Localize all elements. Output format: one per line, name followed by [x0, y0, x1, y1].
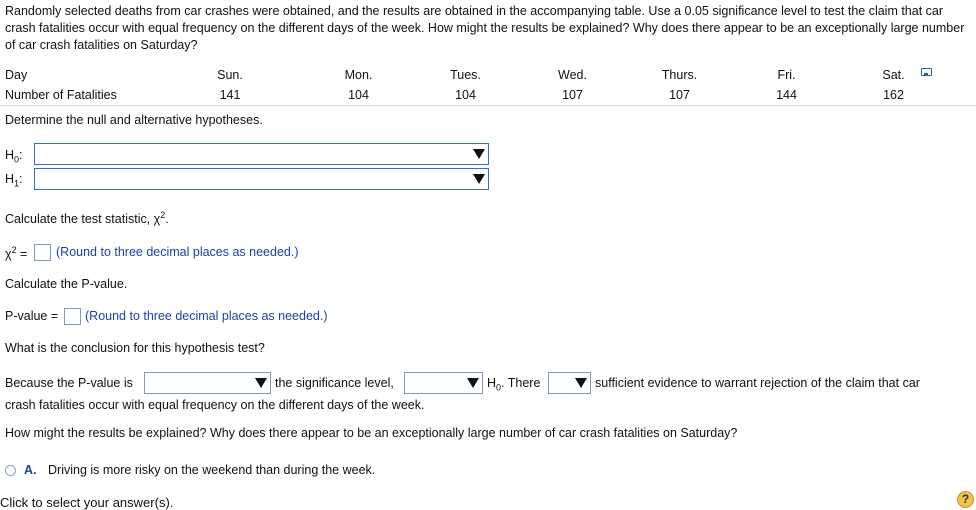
fatalities-fri: 144	[776, 88, 797, 102]
help-icon[interactable]: ?	[957, 491, 974, 508]
day-wed: Wed.	[558, 68, 587, 82]
day-sat: Sat.	[882, 68, 905, 82]
fatalities-tues: 104	[455, 88, 476, 102]
chevron-down-icon	[574, 375, 588, 391]
fatalities-sun: 141	[219, 88, 241, 102]
h1-dropdown[interactable]	[34, 168, 489, 190]
fatalities-mon: 104	[348, 88, 369, 102]
conclusion-part2: the significance level,	[275, 376, 394, 390]
p-value-hint: (Round to three decimal places as needed.)	[85, 309, 328, 323]
p-value-input[interactable]	[64, 308, 81, 325]
h1-label: $H_1$:	[5, 172, 23, 189]
conclusion-part4: sufficient evidence to warrant rejection of the claim that car	[595, 376, 920, 390]
print-icon[interactable]	[921, 68, 932, 76]
option-a-text[interactable]: Driving is more risky on the weekend than during the week.	[48, 463, 376, 477]
chevron-down-icon	[466, 375, 480, 391]
h0-dropdown[interactable]	[34, 143, 489, 165]
conclusion-part3: $H_0$. There	[487, 376, 541, 393]
chi-square-input[interactable]	[34, 244, 51, 261]
row-label-fatalities: Number of Fatalities	[5, 88, 117, 102]
explanation-prompt: How might the results be explained? Why does there appear to be an exceptionally large number of car crash fatalities on Saturday?	[5, 426, 738, 440]
conclusion-line2: crash fatalities occur with equal frequency on the different days of the week.	[5, 398, 425, 412]
reject-decision-dropdown[interactable]	[404, 372, 483, 394]
day-tues: Tues.	[450, 68, 481, 82]
day-sun: Sun.	[217, 68, 243, 82]
test-statistic-prompt: Calculate the test statistic, $\chi^2$.	[5, 210, 169, 227]
fatalities-wed: 107	[562, 88, 583, 102]
chevron-down-icon	[254, 375, 268, 391]
fatalities-table	[5, 65, 947, 105]
evidence-dropdown[interactable]	[548, 372, 591, 394]
status-text: Click to select your answer(s).	[0, 495, 174, 510]
p-value-comparison-dropdown[interactable]	[144, 372, 271, 394]
chi-square-hint: (Round to three decimal places as needed.)	[56, 245, 299, 259]
fatalities-sat: 162	[883, 88, 904, 102]
chevron-down-icon	[472, 146, 486, 162]
table-row-fatalities	[5, 85, 947, 105]
chi-square-label: $\chi^2$ =	[5, 245, 28, 262]
divider	[0, 105, 976, 106]
table-row-days	[5, 65, 947, 85]
p-value-prompt: Calculate the P-value.	[5, 277, 128, 291]
hypotheses-prompt: Determine the null and alternative hypotheses.	[5, 113, 263, 127]
question-text: Randomly selected deaths from car crashes were obtained, and the results are obtained in the accompanying table. Use a 0.05 significance level to test the claim that car crash fatalities occur with equal frequency on the different days of the week. How might the results be explained? Why does there appear to be an exceptionally large number of car crash fatalities on Saturday?	[5, 4, 965, 52]
option-a-letter: A.	[24, 463, 37, 477]
conclusion-prompt: What is the conclusion for this hypothesis test?	[5, 341, 265, 355]
conclusion-part1: Because the P-value is	[5, 376, 133, 390]
day-fri: Fri.	[777, 68, 796, 82]
day-mon: Mon.	[344, 68, 373, 82]
p-value-label: P-value =	[5, 309, 59, 323]
h0-label: $H_0$:	[5, 148, 23, 165]
option-a-radio[interactable]	[5, 465, 16, 476]
row-label-day: Day	[5, 68, 28, 82]
day-thurs: Thurs.	[661, 68, 698, 82]
fatalities-thurs: 107	[669, 88, 690, 102]
chevron-down-icon	[472, 171, 486, 187]
